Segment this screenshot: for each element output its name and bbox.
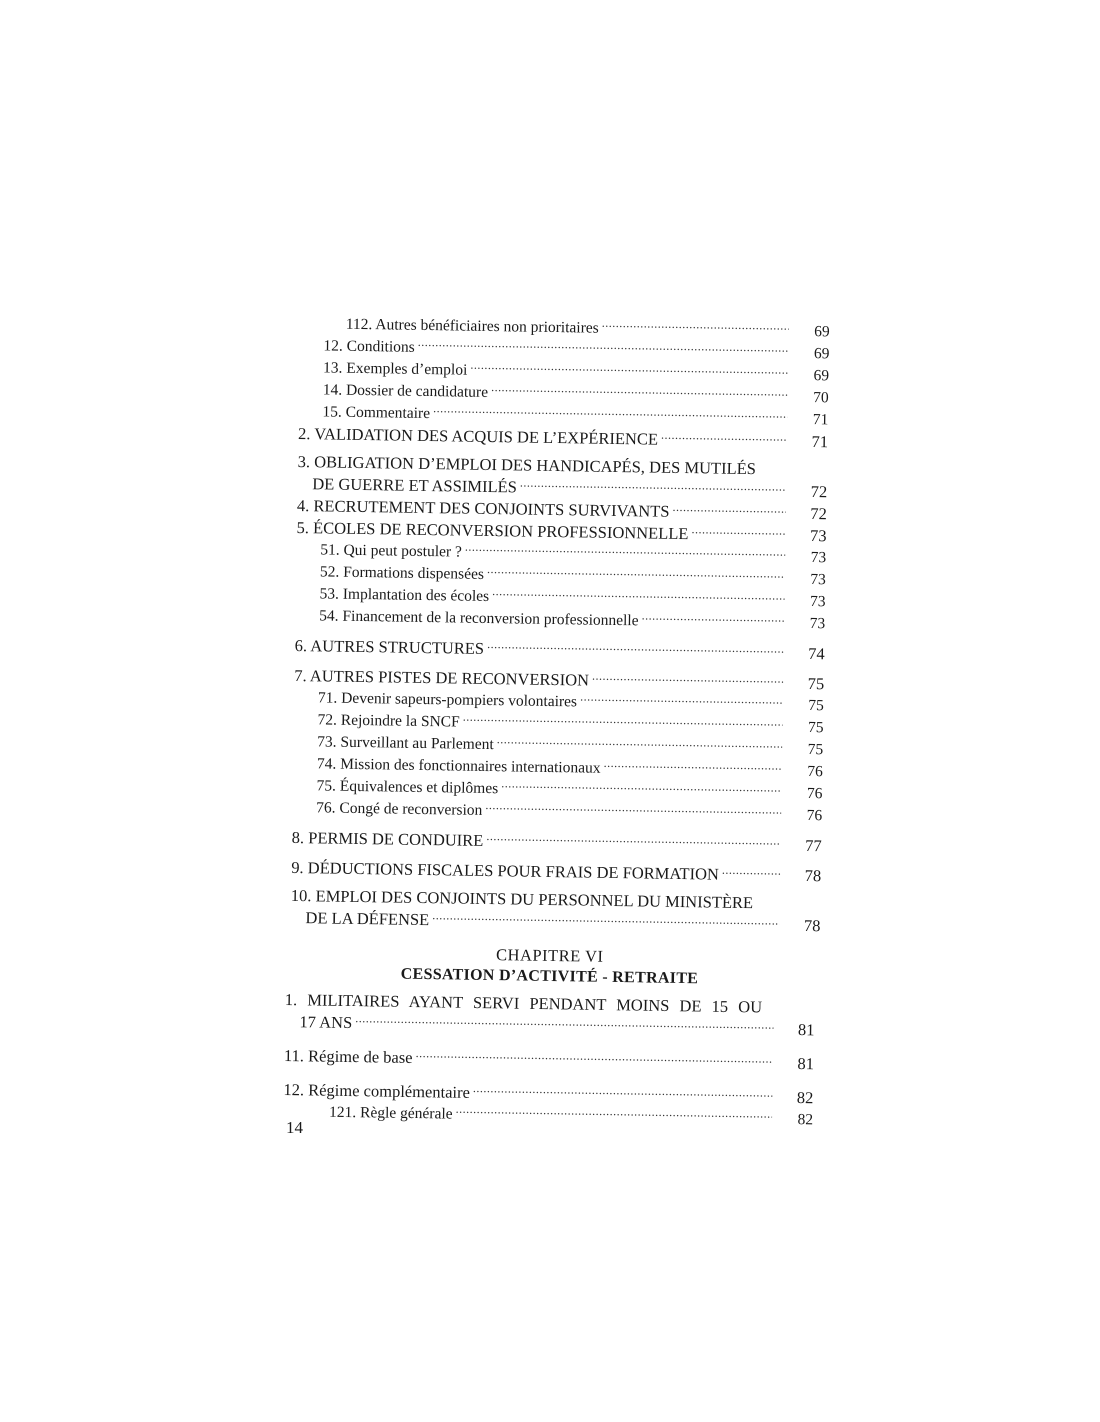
leader-dots: [485, 799, 781, 819]
toc-entry-label: 71. Devenir sapeurs-pompiers volontaires: [317, 688, 578, 710]
leader-dots: [580, 690, 783, 709]
toc-entry-label: 75. Équivalences et diplômes: [316, 776, 499, 797]
toc-entry-label-line1: 3. OBLIGATION D’EMPLOI DES HANDICAPÉS, DES MUTILÉS: [297, 451, 757, 479]
toc-entry-label: 5. ÉCOLES DE RECONVERSION PROFESSIONNELLE: [296, 517, 689, 543]
toc-entry-page: 76: [807, 762, 823, 780]
toc-entry-page: 69: [813, 344, 830, 362]
toc-entry-label: 4. RECRUTEMENT DES CONJOINTS SURVIVANTS: [296, 495, 670, 521]
toc-entry-page: 76: [806, 784, 823, 802]
chapter-label: CHAPITRE VI: [495, 945, 604, 966]
toc-entry-page: 76: [806, 806, 823, 824]
leader-dots: [722, 863, 781, 880]
toc-entry-multiline: [290, 886, 821, 936]
chapter-heading: [299, 942, 800, 990]
toc-entry-label: 112. Autres bénéficiaires non prioritaires: [345, 315, 599, 337]
toc-entry-label: 15. Commentaire: [322, 402, 431, 422]
toc-entry-page: 82: [797, 1110, 814, 1128]
page-number: 14: [286, 1118, 303, 1137]
toc-entry-page: 73: [810, 570, 826, 588]
toc-entry-label: 14. Dossier de candidature: [322, 380, 489, 401]
toc-entry-label: 9. DÉDUCTIONS FISCALES POUR FRAIS DE FORMATION: [291, 857, 720, 884]
toc-entry-page: 78: [803, 915, 821, 935]
toc-entry-label-line1: 1. MILITAIRES AYANT SERVI PENDANT MOINS DE 15 OU: [284, 990, 763, 1017]
toc-entry-label-line2: DE LA DÉFENSE: [305, 907, 430, 929]
toc-entry-label: 7. AUTRES PISTES DE RECONVERSION: [294, 665, 590, 690]
chapter-title: CESSATION D’ACTIVITÉ - RETRAITE: [400, 965, 699, 988]
toc-entry-label: 121. Règle générale: [328, 1103, 453, 1123]
toc-entry-label: 51. Qui peut postuler ?: [320, 540, 463, 561]
toc-entry-label: 12. Conditions: [323, 336, 415, 356]
toc-entry-page: 75: [808, 696, 825, 714]
toc-entry-page: 69: [813, 366, 830, 384]
leader-dots: [672, 500, 786, 518]
toc-entry-label: 76. Congé de reconversion: [316, 798, 483, 819]
leader-dots: [661, 428, 787, 446]
leader-dots: [603, 757, 782, 775]
toc-entry-page: 75: [807, 673, 825, 693]
leader-dots: [520, 475, 787, 496]
chapter-table-of-contents: [283, 990, 815, 1130]
toc-entry-page: 75: [807, 740, 824, 758]
toc-entry-label: 54. Financement de la reconversion professionnelle: [319, 606, 639, 629]
toc-entry-label-line1: 10. EMPLOI DES CONJOINTS DU PERSONNEL DU MINISTÈRE: [290, 885, 754, 913]
leader-dots: [491, 381, 788, 401]
leader-dots: [486, 829, 781, 850]
leader-dots: [492, 585, 785, 605]
toc-entry-label: 6. AUTRES STRUCTURES: [294, 635, 485, 658]
leader-dots: [473, 1081, 773, 1102]
toc-entry-label: 73. Surveillant au Parlement: [317, 732, 494, 753]
toc-entry-page: 77: [805, 835, 822, 855]
toc-entry-label: 53. Implantation des écoles: [319, 584, 490, 605]
leader-dots: [497, 733, 783, 753]
toc-entry-page: 74: [808, 643, 825, 663]
toc-entry-label: 12. Régime complémentaire: [283, 1079, 471, 1102]
toc-entry-page: 73: [810, 548, 827, 566]
toc-entry-page: 72: [810, 481, 828, 501]
toc-entry-page: 81: [797, 1053, 815, 1073]
leader-dots: [501, 777, 782, 797]
leader-dots: [691, 522, 785, 540]
toc-entry-page: 73: [809, 525, 827, 545]
leader-dots: [642, 609, 785, 627]
toc-entry-page: 70: [813, 388, 829, 406]
toc-entry-label: 2. VALIDATION DES ACQUIS DE L’EXPÉRIENCE: [297, 423, 659, 449]
toc-entry-label-line2: 17 ANS: [299, 1011, 353, 1032]
toc-entry-label: 8. PERMIS DE CONDUIRE: [291, 827, 484, 850]
leader-dots: [592, 669, 783, 689]
leader-dots: [487, 637, 784, 658]
toc-entry-label: 13. Exemples d’emploi: [322, 358, 468, 379]
toc-entry-page: 73: [809, 592, 826, 610]
toc-entry-label: 74. Mission des fonctionnaires internationaux: [316, 754, 601, 777]
toc-entry-page: 72: [810, 503, 828, 523]
toc-entry-page: 75: [807, 718, 824, 736]
leader-dots: [602, 317, 789, 335]
toc-entry-label: 11. Régime de base: [283, 1045, 413, 1067]
leader-dots: [487, 563, 785, 583]
toc-entry-label-line2: DE GUERRE ET ASSIMILÉS: [312, 473, 518, 496]
toc-entry-page: 71: [812, 410, 829, 428]
toc-entry-page: 71: [811, 431, 829, 451]
toc-entry-page: 69: [814, 322, 830, 340]
toc-entry-page: 73: [809, 614, 826, 632]
toc-entry-page: 82: [796, 1087, 814, 1107]
toc-entry-page: 78: [804, 865, 822, 885]
toc-entry-label: 72. Rejoindre la SNCF: [317, 710, 460, 731]
toc-entry-page: 81: [797, 1019, 815, 1039]
table-of-contents: [290, 312, 830, 936]
toc-entry-label: 52. Formations dispensées: [319, 562, 485, 583]
